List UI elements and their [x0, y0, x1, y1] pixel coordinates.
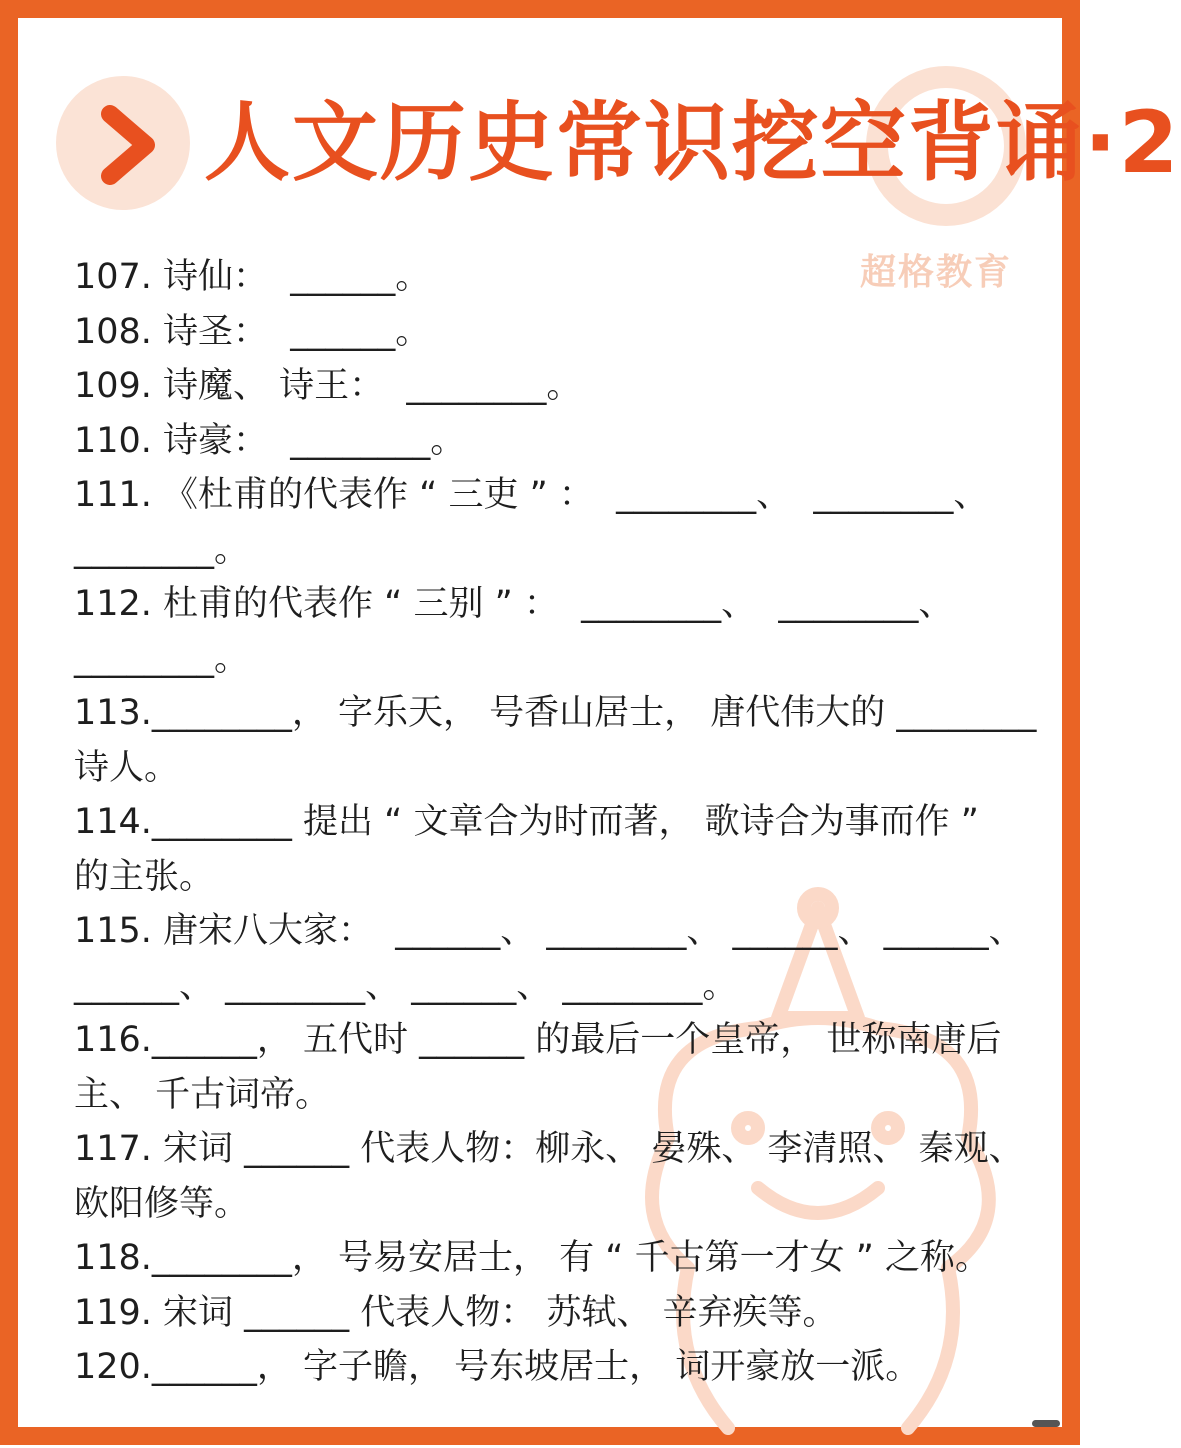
list-item: 115. 唐宋八大家： ______、 ________、 ______、 ______、: [74, 911, 1024, 951]
list-item: 114.________ 提出 “ 文章合为时而著， 歌诗合为事而作 ”: [74, 802, 979, 842]
list-item: 118.________， 号易安居士， 有 “ 千古第一才女 ” 之称。: [74, 1238, 990, 1278]
list-item: 主、 千古词帝。: [74, 1074, 331, 1115]
list-item: 110. 诗豪： ________。: [74, 420, 466, 461]
fill-in-list: [74, 250, 1064, 1395]
list-item: ________。: [74, 638, 250, 679]
list-item: 119. 宋词 ______ 代表人物： 苏轼、 辛弃疾等。: [74, 1292, 838, 1333]
list-item: 107. 诗仙： ______。: [74, 257, 431, 297]
list-item: 112. 杜甫的代表作 “ 三别 ” ： ________、 ________、: [74, 584, 954, 624]
brand-watermark: 超格教育: [860, 252, 1013, 293]
list-item: ______、 ________、 ______、 ________。: [74, 965, 738, 1006]
page-title: 人文历史常识挖空背诵·2: [204, 93, 1181, 193]
list-item: 诗人。: [74, 747, 180, 788]
list-item: 108. 诗圣： ______。: [74, 311, 431, 352]
list-item: 120.______， 字子瞻， 号东坡居士， 词开豪放一派。: [74, 1347, 921, 1387]
list-item: 欧阳修等。: [74, 1183, 250, 1224]
chevron-right-icon: [98, 104, 160, 186]
list-item: ________。: [74, 529, 250, 570]
scroll-indicator: [1032, 1420, 1060, 1427]
list-item: 117. 宋词 ______ 代表人物：柳永、 晏殊、 李清照、 秦观、: [74, 1129, 1024, 1169]
list-item: 111. 《杜甫的代表作 “ 三吏 ” ： ________、 ________、: [74, 475, 989, 515]
list-item: 109. 诗魔、 诗王： ________。: [74, 366, 582, 406]
list-item: 116.______， 五代时 ______ 的最后一个皇帝， 世称南唐后: [74, 1020, 1002, 1060]
list-item: 113.________， 字乐天， 号香山居士， 唐代伟大的 ________: [74, 693, 1037, 733]
list-item: 的主张。: [74, 856, 215, 897]
